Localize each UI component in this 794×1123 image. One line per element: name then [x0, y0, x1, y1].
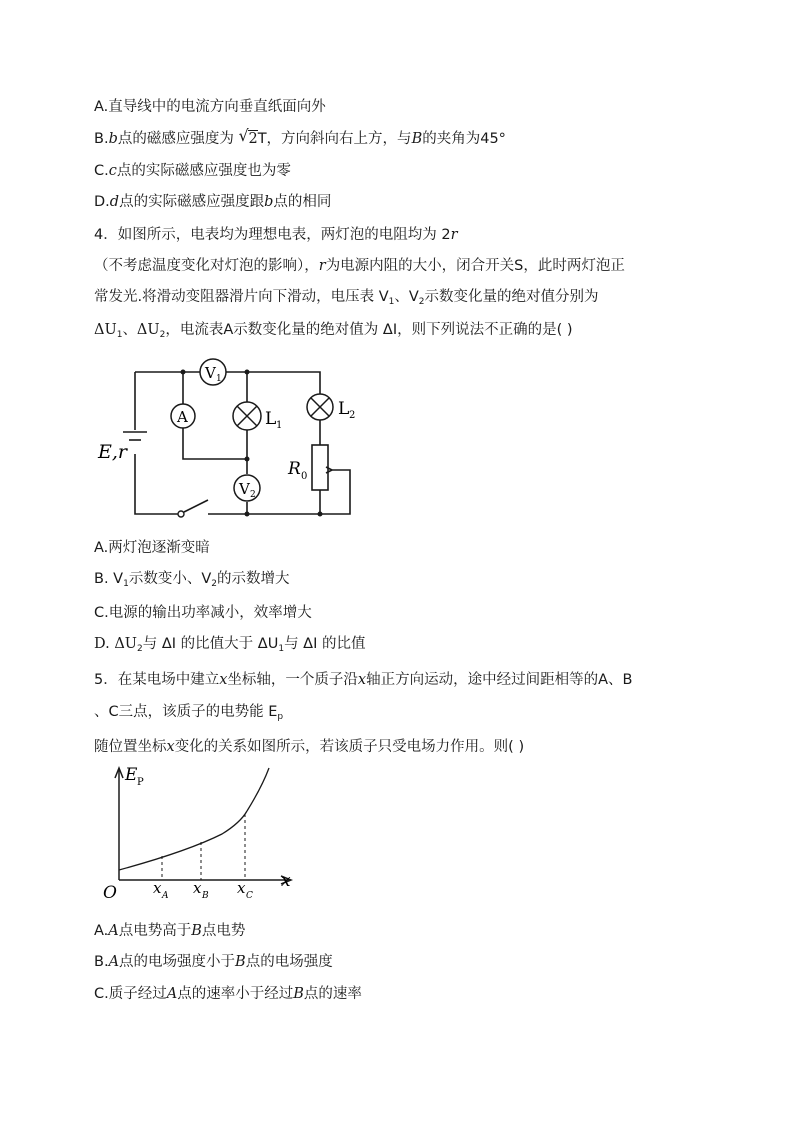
q3-option-b: B.b点的磁感应强度为 √ 2T，方向斜向右上方，与B的夹角为45°	[94, 126, 506, 147]
switch-pivot-dot	[178, 511, 184, 517]
svg-text:V: V	[239, 480, 250, 498]
q5-option-b: B.A点的电场强度小于B点的电场强度	[94, 954, 333, 970]
svg-text:B: B	[202, 891, 209, 901]
svg-text:2: 2	[250, 490, 256, 500]
svg-text:1: 1	[276, 420, 283, 431]
circuit-diagram	[90, 352, 370, 527]
sqrt-expression: √ 2	[238, 126, 258, 147]
svg-text:A: A	[162, 891, 169, 901]
xc-label: x	[237, 879, 246, 897]
q4-stem-line1: 4．如图所示，电表均为理想电表，两灯泡的电阻均为 2r	[94, 227, 458, 243]
y-axis-label: E	[125, 765, 138, 785]
xb-label: x	[193, 879, 202, 897]
ep-curve-line	[119, 811, 247, 870]
q4-option-a: A.两灯泡逐渐变暗	[94, 540, 210, 556]
q5-stem-line1: 5．在某电场中建立x坐标轴，一个质子沿x轴正方向运动，途中经过间距相等的A、B	[94, 672, 633, 688]
q4-option-d: D. $\Delta U_2$与 ΔI 的比值大于 $\Delta U_1$与 ΔI 的比值	[94, 636, 366, 654]
x-axis-label: x	[281, 871, 291, 891]
q5-stem-line3: 随位置坐标x变化的关系如图所示，若该质子只受电场力作用。则( )	[94, 739, 525, 755]
q3-option-c: C.c点的实际磁感应强度也为零	[94, 163, 291, 179]
svg-text:1: 1	[216, 374, 222, 384]
y-axis	[115, 768, 123, 880]
origin-label: O	[103, 883, 117, 903]
svg-text:L: L	[265, 409, 277, 429]
lamp-l1-icon	[233, 402, 282, 431]
svg-text:V: V	[205, 364, 216, 382]
battery-label: E,r	[98, 441, 127, 463]
svg-text:A: A	[177, 408, 188, 426]
svg-text:2: 2	[349, 410, 356, 421]
ammeter-icon	[171, 404, 195, 428]
q4-stem-line2: （不考虑温度变化对灯泡的影响），r为电源内阻的大小，闭合开关S，此时两灯泡正	[94, 258, 625, 274]
q5-option-c: C.质子经过A点的速率小于经过B点的速率	[94, 986, 362, 1002]
voltmeter-v1-icon	[200, 359, 226, 385]
ep-x-graph	[95, 762, 310, 912]
q4-stem-line3: 常发光.将滑动变阻器滑片向下滑动，电压表 $V_1$、$V_2$示数变化量的绝对值分别为	[94, 289, 599, 307]
q4-stem-line4: $\Delta U_1$、$\Delta U_2$，电流表A示数变化量的绝对值为 ΔI，则下列说法不正确的是( )	[94, 322, 573, 340]
resistor-label: R	[288, 459, 301, 479]
xa-label: x	[153, 879, 162, 897]
q4-option-b: B. $V_1$示数变小、$V_2$的示数增大	[94, 571, 290, 589]
q4-option-c: C.电源的输出功率减小，效率增大	[94, 605, 312, 621]
x-axis	[119, 876, 291, 884]
svg-text:C: C	[246, 891, 253, 901]
svg-text:L: L	[338, 399, 350, 419]
ep-curve-upper	[247, 768, 269, 811]
q3-option-d: D.d点的实际磁感应强度跟b点的相同	[94, 194, 332, 210]
q5-option-a: A.A点电势高于B点电势	[94, 923, 246, 939]
svg-text:0: 0	[301, 471, 308, 482]
q5-stem-line2: 、C三点，该质子的电势能 $E_p$	[94, 704, 284, 722]
svg-text:P: P	[137, 777, 144, 788]
q3-option-a: A.直导线中的电流方向垂直纸面向外	[94, 99, 326, 115]
lamp-l2-icon	[307, 394, 355, 421]
voltmeter-v2-icon	[234, 475, 260, 501]
